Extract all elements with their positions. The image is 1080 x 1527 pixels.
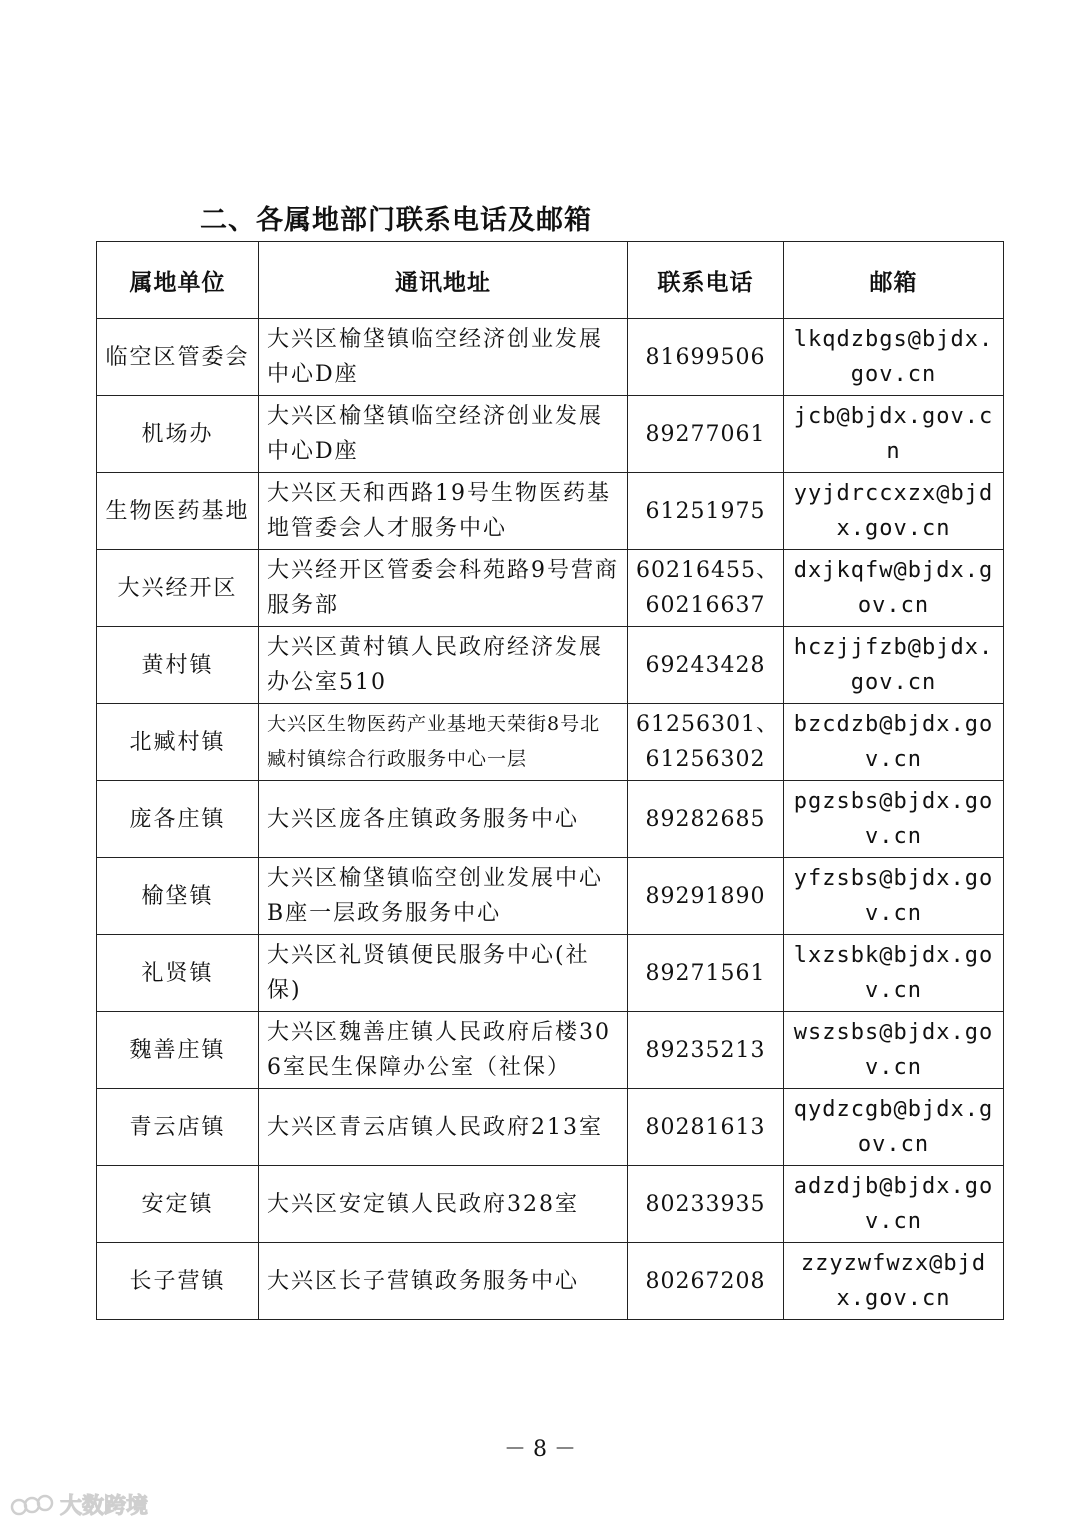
table-row	[97, 1012, 1004, 1089]
cell-phone: 60216455、 60216637	[628, 550, 784, 627]
cell-email: yyjdrccxzx@bjdx.gov.cn	[784, 473, 1004, 550]
table-row	[97, 473, 1004, 550]
cell-unit: 北臧村镇	[97, 704, 259, 781]
cell-unit: 大兴经开区	[97, 550, 259, 627]
cell-phone: 69243428	[628, 627, 784, 704]
table-row	[97, 627, 1004, 704]
header-unit: 属地单位	[97, 242, 259, 319]
table-row	[97, 319, 1004, 396]
cell-address: 大兴经开区管委会科苑路9号营商服务部	[259, 550, 628, 627]
cell-address: 大兴区礼贤镇便民服务中心(社保)	[259, 935, 628, 1012]
table-row	[97, 1089, 1004, 1166]
cell-unit: 礼贤镇	[97, 935, 259, 1012]
cell-email: hczjjfzb@bjdx.gov.cn	[784, 627, 1004, 704]
cell-address: 大兴区黄村镇人民政府经济发展办公室510	[259, 627, 628, 704]
cell-phone: 89277061	[628, 396, 784, 473]
table-header	[97, 242, 1004, 319]
watermark	[10, 1489, 148, 1520]
cell-email: jcb@bjdx.gov.cn	[784, 396, 1004, 473]
contacts-table	[96, 241, 1004, 1320]
cell-phone: 89271561	[628, 935, 784, 1012]
cell-email: qydzcgb@bjdx.gov.cn	[784, 1089, 1004, 1166]
cell-unit: 青云店镇	[97, 1089, 259, 1166]
watermark-text: 大数跨境	[60, 1494, 149, 1519]
cell-unit: 临空区管委会	[97, 319, 259, 396]
table-row	[97, 1166, 1004, 1243]
cell-address: 大兴区榆垡镇临空经济创业发展中心D座	[259, 396, 628, 473]
cell-email: lxzsbk@bjdx.gov.cn	[784, 935, 1004, 1012]
header-phone: 联系电话	[628, 242, 784, 319]
cell-phone: 89235213	[628, 1012, 784, 1089]
cell-address: 大兴区榆垡镇临空经济创业发展中心D座	[259, 319, 628, 396]
page-number: － 8 －	[504, 1437, 576, 1462]
cell-address: 大兴区魏善庄镇人民政府后楼306室民生保障办公室（社保）	[259, 1012, 628, 1089]
cell-phone: 80267208	[628, 1243, 784, 1320]
cell-unit: 庞各庄镇	[97, 781, 259, 858]
cell-email: zzyzwfwzx@bjdx.gov.cn	[784, 1243, 1004, 1320]
cell-unit: 魏善庄镇	[97, 1012, 259, 1089]
cell-phone: 89291890	[628, 858, 784, 935]
cell-email: wszsbs@bjdx.gov.cn	[784, 1012, 1004, 1089]
cell-address: 大兴区安定镇人民政府328室	[259, 1166, 628, 1243]
cell-unit: 榆垡镇	[97, 858, 259, 935]
cell-email: dxjkqfw@bjdx.gov.cn	[784, 550, 1004, 627]
cell-phone: 81699506	[628, 319, 784, 396]
cell-unit: 长子营镇	[97, 1243, 259, 1320]
table-row	[97, 935, 1004, 1012]
cell-unit: 生物医药基地	[97, 473, 259, 550]
cell-phone: 80281613	[628, 1089, 784, 1166]
table-row	[97, 550, 1004, 627]
table-row	[97, 1243, 1004, 1320]
cell-address: 大兴区榆垡镇临空创业发展中心B座一层政务服务中心	[259, 858, 628, 935]
cell-address: 大兴区天和西路19号生物医药基地管委会人才服务中心	[259, 473, 628, 550]
table-row	[97, 781, 1004, 858]
watermark-logo-icon	[10, 1492, 54, 1518]
section-title: 二、各属地部门联系电话及邮箱	[200, 205, 592, 236]
cell-unit: 安定镇	[97, 1166, 259, 1243]
cell-address: 大兴区长子营镇政务服务中心	[259, 1243, 628, 1320]
table-row	[97, 704, 1004, 781]
cell-unit: 黄村镇	[97, 627, 259, 704]
cell-email: pgzsbs@bjdx.gov.cn	[784, 781, 1004, 858]
cell-address: 大兴区青云店镇人民政府213室	[259, 1089, 628, 1166]
cell-phone: 89282685	[628, 781, 784, 858]
cell-phone: 61256301、 61256302	[628, 704, 784, 781]
cell-email: yfzsbs@bjdx.gov.cn	[784, 858, 1004, 935]
table-row	[97, 858, 1004, 935]
header-address: 通讯地址	[259, 242, 628, 319]
cell-email: lkqdzbgs@bjdx.gov.cn	[784, 319, 1004, 396]
cell-phone: 80233935	[628, 1166, 784, 1243]
cell-email: adzdjb@bjdx.gov.cn	[784, 1166, 1004, 1243]
cell-address: 大兴区庞各庄镇政务服务中心	[259, 781, 628, 858]
table-body	[97, 319, 1004, 1320]
cell-phone: 61251975	[628, 473, 784, 550]
cell-address: 大兴区生物医药产业基地天荣街8号北臧村镇综合行政服务中心一层	[259, 704, 628, 781]
table-row	[97, 396, 1004, 473]
header-email: 邮箱	[784, 242, 1004, 319]
cell-unit: 机场办	[97, 396, 259, 473]
cell-email: bzcdzb@bjdx.gov.cn	[784, 704, 1004, 781]
